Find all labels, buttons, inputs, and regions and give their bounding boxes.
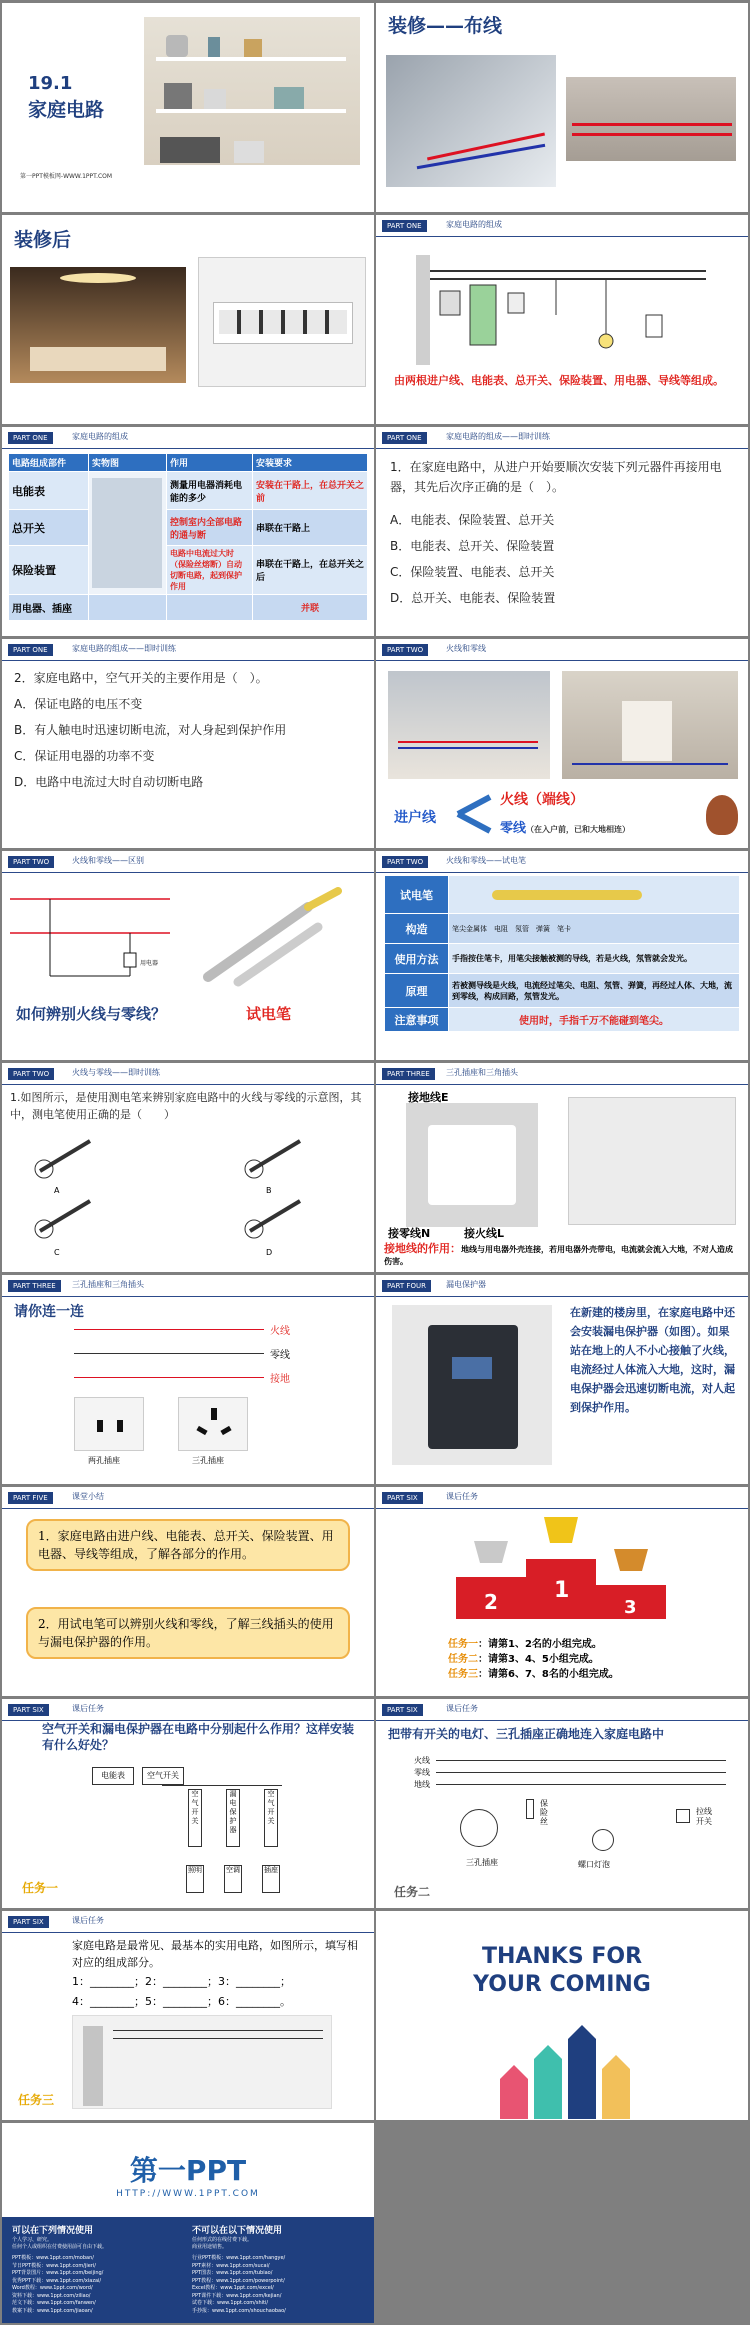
fire-line-label: 火线（端线） bbox=[500, 792, 584, 808]
part-label: PART THREE bbox=[8, 1280, 61, 1292]
part-label: PART FOUR bbox=[382, 1280, 431, 1292]
fuse-label: 保险丝 bbox=[540, 1799, 548, 1826]
protector-photo bbox=[392, 1305, 552, 1465]
row-role bbox=[167, 595, 253, 621]
kitchen-photo bbox=[144, 17, 360, 165]
link-item[interactable]: 节日PPT模板：www.1ppt.com/jieri/ bbox=[12, 2262, 96, 2269]
wire-label-zero: 零线 bbox=[270, 1350, 290, 1361]
zero-line-text: 零线 bbox=[500, 821, 527, 836]
section-label: 火线和零线——试电笔 bbox=[446, 856, 526, 865]
slide-leakage-protector[interactable] bbox=[376, 1275, 748, 1484]
slide-heading: 装修——布线 bbox=[388, 15, 503, 37]
part-label: PART TWO bbox=[382, 644, 428, 656]
task-item bbox=[448, 1652, 619, 1667]
wiring-photo-2 bbox=[566, 77, 736, 161]
section-label: 课后任务 bbox=[72, 1916, 104, 1925]
socket-photo bbox=[406, 1103, 538, 1227]
rank-3: 3 bbox=[624, 1597, 637, 1618]
link-item[interactable]: 资料下载：www.1ppt.com/ziliao/ bbox=[12, 2292, 91, 2299]
fig-d-label: D bbox=[266, 1248, 273, 1257]
link-item[interactable]: PPT模板：www.1ppt.com/moban/ bbox=[12, 2255, 94, 2261]
task-list bbox=[448, 1637, 619, 1682]
row-value: 笔尖金属体 电阻 氖管 弹簧 笔卡 bbox=[449, 914, 740, 944]
slide-task-one[interactable] bbox=[2, 1699, 374, 1908]
link-item[interactable]: PPT素材：www.1ppt.com/sucai/ bbox=[192, 2262, 270, 2269]
part-label: PART THREE bbox=[382, 1068, 435, 1080]
section-label: 家庭电路的组成——即时训练 bbox=[72, 644, 176, 653]
section-label: 三孔插座和三角插头 bbox=[446, 1068, 518, 1077]
fig-a-label: A bbox=[54, 1186, 60, 1195]
link-item[interactable]: PPT图表：www.1ppt.com/tubiao/ bbox=[192, 2270, 273, 2276]
section-label: 课堂小结 bbox=[72, 1492, 104, 1501]
slide-quiz-3[interactable] bbox=[2, 1063, 374, 1272]
part-label: PART SIX bbox=[382, 1492, 423, 1504]
task-key: 任务二 bbox=[448, 1654, 478, 1665]
component-photo bbox=[89, 472, 167, 595]
wire-label-fire: 火线 bbox=[270, 1326, 290, 1337]
row-value: 手指按住笔卡，用笔尖接触被测的导线，若是火线，氖管就会发光。 bbox=[449, 944, 740, 974]
zero-line-note: （在入户前，已和大地相连） bbox=[526, 825, 631, 834]
question-heading: 如何辨别火线与零线？ bbox=[16, 1005, 167, 1023]
summary-point-2: 2．用试电笔可以辨别火线和零线，了解三线插头的使用与漏电保护器的作用。 bbox=[26, 1607, 350, 1659]
section-label: 漏电保护器 bbox=[446, 1280, 486, 1289]
slide-component-table[interactable] bbox=[2, 427, 374, 636]
wire-zero: 零线 bbox=[414, 1768, 430, 1777]
thanks-text bbox=[376, 1943, 748, 1999]
living-room-photo bbox=[10, 267, 186, 383]
brand-url[interactable]: HTTP://WWW.1PPT.COM bbox=[116, 2189, 260, 2199]
component-table bbox=[8, 453, 368, 621]
arrows-graphic bbox=[494, 2019, 634, 2119]
row-req: 安装在干路上，在总开关之前 bbox=[253, 472, 368, 510]
row-name: 总开关 bbox=[9, 510, 89, 546]
branch-arrows bbox=[456, 789, 496, 839]
task-value: ：请第3、4、5小组完成。 bbox=[478, 1654, 599, 1665]
option-d[interactable]: D．电路中电流过大时自动切断电路 bbox=[14, 775, 204, 789]
links-left bbox=[12, 2255, 187, 2315]
link-item[interactable]: 行业PPT模板：www.1ppt.com/hangye/ bbox=[192, 2255, 286, 2261]
row-key: 注意事项 bbox=[385, 1008, 449, 1032]
brand-logo: 第一PPT bbox=[129, 2154, 247, 2187]
socket-symbol[interactable] bbox=[460, 1809, 498, 1847]
option-c[interactable]: C．保险装置、电能表、总开关 bbox=[390, 565, 555, 579]
part-label: PART SIX bbox=[8, 1916, 49, 1928]
task-key: 任务三 bbox=[448, 1669, 478, 1680]
can-use-heading: 可以在下列情况使用 bbox=[12, 2226, 94, 2236]
row-name: 用电器、插座 bbox=[9, 595, 89, 621]
slide-three-pin[interactable] bbox=[376, 1063, 748, 1272]
task-question: 空气开关和漏电保护器在电路中分别起什么作用？这样安装有什么好处？ bbox=[42, 1722, 355, 1752]
ground-label bbox=[408, 1089, 449, 1105]
zero-label: 接零线N bbox=[388, 1227, 431, 1240]
row-key: 试电笔 bbox=[385, 876, 449, 914]
pen-grip-figures bbox=[30, 1131, 350, 1261]
role-label: 接地线的作用： bbox=[384, 1242, 461, 1255]
cannot-item: 商业用途销售。 bbox=[192, 2244, 228, 2250]
option-a[interactable]: A．保证电路的电压不变 bbox=[14, 697, 143, 711]
branch-switch-1: 空气开关 bbox=[188, 1789, 202, 1847]
link-item[interactable]: Word教程：www.1ppt.com/word/ bbox=[12, 2285, 93, 2291]
blank-row-2[interactable]: 4：________；5：________；6：________。 bbox=[72, 1995, 291, 2008]
section-label: 课后任务 bbox=[72, 1704, 104, 1713]
th-photo: 实物图 bbox=[89, 454, 167, 472]
wiring-photo-1 bbox=[386, 55, 556, 187]
wire-label-ground: 接地 bbox=[270, 1374, 290, 1385]
room-photo-1 bbox=[388, 671, 550, 779]
can-item: 任何个人或组织在付费使用前可自由下载。 bbox=[12, 2244, 108, 2250]
row-name: 保险装置 bbox=[9, 546, 89, 595]
part-label: PART FIVE bbox=[8, 1492, 53, 1504]
footer-text: 第一PPT模板网-WWW.1PPT.COM bbox=[20, 173, 113, 180]
cannot-item: 任何形式的在线付费下载。 bbox=[192, 2237, 253, 2243]
switch-symbol[interactable] bbox=[676, 1809, 690, 1823]
circuit-figure bbox=[72, 2015, 332, 2109]
row-value: 若被测导线是火线，电流经过笔尖、电阻、氖管、弹簧，再经过人体、大地，流到零线，构成回路，氖管发光。 bbox=[449, 974, 740, 1008]
in-line-label: 进户线 bbox=[394, 810, 436, 826]
answer-heading: 试电笔 bbox=[246, 1005, 292, 1023]
wire-labels bbox=[414, 1755, 430, 1791]
fig-b-label: B bbox=[266, 1186, 272, 1195]
task-question: 把带有开关的电灯、三孔插座正确地连入家庭电路中 bbox=[388, 1727, 665, 1741]
link-item[interactable]: 手抄报：www.1ppt.com/shouchaobao/ bbox=[192, 2307, 286, 2314]
section-label: 三孔插座和三角插头 bbox=[72, 1280, 144, 1289]
slide-quiz-2[interactable] bbox=[2, 639, 374, 848]
two-pin-socket[interactable] bbox=[74, 1397, 144, 1451]
caption-highlight: 进户线、电能表、总开关、保险装置、用电器、导线等组成。 bbox=[427, 374, 724, 387]
option-b[interactable]: B．有人触电时迅速切断电流，对人身起到保护作用 bbox=[14, 723, 287, 737]
rcd-box: 漏电保护器 bbox=[226, 1789, 240, 1847]
line-diagram bbox=[10, 881, 180, 981]
section-label: 火线和零线 bbox=[446, 644, 486, 653]
task-key: 任务一 bbox=[448, 1639, 478, 1650]
section-label: 家庭电路的组成 bbox=[72, 432, 128, 441]
question-text: 2．家庭电路中，空气开关的主要作用是（ ）。 bbox=[14, 671, 268, 685]
thanks-line-2: YOUR COMING bbox=[473, 1972, 651, 1997]
load-socket: 插座 bbox=[262, 1865, 280, 1893]
test-pen-table bbox=[384, 875, 740, 1032]
slide-home-circuit[interactable] bbox=[376, 215, 748, 424]
section-label: 课后任务 bbox=[446, 1492, 478, 1501]
protector-text: 在新建的楼房里，在家庭电路中还会安装漏电保护器（如图）。如果站在地上的人不小心接触了火线，电流经过人体流入大地，这时，漏电保护器会迅速切断电流，对人起到保护作用。 bbox=[570, 1306, 735, 1414]
room-photo-2 bbox=[562, 671, 738, 779]
row-name: 电能表 bbox=[9, 472, 89, 510]
task-question: 家庭电路是最常见、最基本的实用电路，如图所示，填写相对应的组成部分。 bbox=[72, 1939, 358, 1969]
row-role: 测量用电器消耗电能的多少 bbox=[167, 472, 253, 510]
fig-c-label: C bbox=[54, 1248, 60, 1257]
question-text: 1.如图所示，是使用测电笔来辨别家庭电路中的火线与零线的示意图，其中，测电笔使用正确的是（ ） bbox=[10, 1091, 362, 1121]
wire-fire: 火线 bbox=[414, 1756, 430, 1765]
th-component: 电路组成部件 bbox=[9, 454, 89, 472]
lamp-symbol[interactable] bbox=[592, 1829, 614, 1851]
part-label: PART TWO bbox=[8, 1068, 54, 1080]
wire-ground: 地线 bbox=[414, 1780, 430, 1789]
main-switch-box: 空气开关 bbox=[142, 1767, 184, 1785]
slide-live-neutral[interactable] bbox=[376, 639, 748, 848]
cartoon-icon bbox=[706, 795, 738, 835]
task-value: ：请第1、2名的小组完成。 bbox=[478, 1639, 602, 1650]
load-ac: 空调 bbox=[224, 1865, 242, 1893]
chapter-title: 家庭电路 bbox=[28, 99, 105, 121]
part-label: PART TWO bbox=[8, 856, 54, 868]
row-role: 控制室内全部电路的通与断 bbox=[167, 510, 253, 546]
link-item[interactable]: PPT课件下载：www.1ppt.com/kejian/ bbox=[192, 2292, 282, 2299]
option-c[interactable]: C．保证用电器的功率不变 bbox=[14, 749, 155, 763]
task-tag: 任务一 bbox=[22, 1881, 59, 1895]
rank-1: 1 bbox=[554, 1578, 570, 1603]
link-item[interactable]: 试卷下载：www.1ppt.com/shiti/ bbox=[192, 2300, 269, 2306]
row-req: 并联 bbox=[253, 595, 368, 621]
row-req: 串联在干路上，在总开关之后 bbox=[253, 546, 368, 595]
pen-image bbox=[449, 876, 740, 914]
slide-thanks[interactable] bbox=[376, 1911, 748, 2120]
option-a[interactable]: A．电能表、保险装置、总开关 bbox=[390, 513, 555, 527]
task-item bbox=[448, 1637, 619, 1652]
fuse-symbol bbox=[526, 1799, 534, 1819]
slide-task-two[interactable] bbox=[376, 1699, 748, 1908]
part-label: PART ONE bbox=[8, 644, 53, 656]
slide-title[interactable] bbox=[2, 3, 374, 212]
blank-row-1[interactable]: 1：________；2：________；3：________； bbox=[72, 1975, 291, 1988]
plug-diagram bbox=[568, 1097, 736, 1225]
test-pen-icon bbox=[198, 887, 348, 987]
three-pin-socket[interactable] bbox=[178, 1397, 248, 1451]
task-item bbox=[448, 1667, 619, 1682]
part-label: PART ONE bbox=[382, 432, 427, 444]
part-label: PART TWO bbox=[382, 856, 428, 868]
slide-template-info[interactable] bbox=[2, 2123, 374, 2323]
ground-text: 接地线E bbox=[408, 1091, 449, 1104]
cannot-use-heading: 不可以在以下情况使用 bbox=[192, 2226, 283, 2236]
section-label: 家庭电路的组成 bbox=[446, 220, 502, 229]
circuit-diagram bbox=[416, 245, 706, 365]
podium-icon bbox=[446, 1511, 676, 1631]
option-d[interactable]: D．总开关、电能表、保险装置 bbox=[390, 591, 556, 605]
slide-heading: 装修后 bbox=[14, 229, 72, 251]
branch-switch-2: 空气开关 bbox=[264, 1789, 278, 1847]
part-label: PART ONE bbox=[8, 432, 53, 444]
row-value: 使用时，手指千万不能碰到笔尖。 bbox=[449, 1008, 740, 1032]
row-role: 电路中电流过大时（保险丝熔断）自动切断电路，起到保护作用 bbox=[167, 546, 253, 595]
lamp-label: 用电器 bbox=[140, 960, 159, 967]
fire-label: 接火线L bbox=[464, 1227, 505, 1240]
question-text: 1．在家庭电路中，从进户开始要顺次安装下列元器件再接用电器，其先后次序正确的是（ ）。 bbox=[390, 460, 722, 494]
link-item[interactable]: 教案下载：www.1ppt.com/jiaoan/ bbox=[12, 2307, 93, 2314]
meter-box: 电能表 bbox=[92, 1767, 134, 1785]
row-key: 构造 bbox=[385, 914, 449, 944]
row-key: 使用方法 bbox=[385, 944, 449, 974]
breaker-box-photo bbox=[198, 257, 366, 387]
slide-distinguish[interactable] bbox=[2, 851, 374, 1060]
socket-label: 三孔插座 bbox=[466, 1858, 498, 1867]
th-role: 作用 bbox=[167, 454, 253, 472]
task-tag: 任务三 bbox=[18, 2093, 55, 2107]
link-item[interactable]: 优秀PPT下载：www.1ppt.com/xiazai/ bbox=[12, 2277, 102, 2284]
switch-label: 拉线开关 bbox=[696, 1807, 712, 1826]
connect-title: 请你连一连 bbox=[14, 1304, 84, 1320]
zero-line-label bbox=[500, 817, 630, 836]
two-pin-label: 两孔插座 bbox=[88, 1456, 120, 1465]
section-label: 火线和零线——区别 bbox=[72, 856, 144, 865]
thanks-line-1: THANKS FOR bbox=[481, 1944, 643, 1969]
section-label: 课后任务 bbox=[446, 1704, 478, 1713]
link-item[interactable]: PPT教程：www.1ppt.com/powerpoint/ bbox=[192, 2277, 285, 2284]
part-label: PART SIX bbox=[8, 1704, 49, 1716]
task-value: ：请第6、7、8名的小组完成。 bbox=[478, 1669, 619, 1680]
row-req: 串联在干路上 bbox=[253, 510, 368, 546]
link-item[interactable]: 范文下载：www.1ppt.com/fanwen/ bbox=[12, 2300, 96, 2306]
link-item[interactable]: PPT背景图片：www.1ppt.com/beijing/ bbox=[12, 2270, 104, 2276]
part-label: PART SIX bbox=[382, 1704, 423, 1716]
slide-quiz-1[interactable] bbox=[376, 427, 748, 636]
row-key: 原理 bbox=[385, 974, 449, 1008]
part-label: PART ONE bbox=[382, 220, 427, 232]
section-label: 家庭电路的组成——即时训练 bbox=[446, 432, 550, 441]
can-item: 个人学习、研究。 bbox=[12, 2237, 53, 2243]
three-pin-label: 三孔插座 bbox=[192, 1456, 224, 1465]
th-install: 安装要求 bbox=[253, 454, 368, 472]
slide-connect[interactable] bbox=[2, 1275, 374, 1484]
task-tag: 任务二 bbox=[394, 1885, 431, 1899]
section-label: 火线与零线——即时训练 bbox=[72, 1068, 160, 1077]
slide-after-renovation[interactable] bbox=[2, 215, 374, 424]
slide-task-three[interactable] bbox=[2, 1911, 374, 2120]
lamp-label: 螺口灯泡 bbox=[578, 1860, 610, 1869]
slide-tasks[interactable] bbox=[376, 1487, 748, 1696]
links-right bbox=[192, 2255, 367, 2315]
rank-2: 2 bbox=[484, 1590, 498, 1614]
summary-point-1: 1．家庭电路由进户线、电能表、总开关、保险装置、用电器、导线等组成，了解各部分的作用。 bbox=[26, 1519, 350, 1571]
chapter-number: 19.1 bbox=[28, 73, 73, 94]
link-item[interactable]: Excel教程：www.1ppt.com/excel/ bbox=[192, 2285, 274, 2291]
caption-prefix: 由两根 bbox=[394, 374, 427, 387]
slide-summary[interactable] bbox=[2, 1487, 374, 1696]
slide-wiring[interactable] bbox=[376, 3, 748, 212]
slide-test-pen[interactable] bbox=[376, 851, 748, 1060]
load-lighting: 照明 bbox=[186, 1865, 204, 1893]
option-b[interactable]: B．电能表、总开关、保险装置 bbox=[390, 539, 555, 553]
role-text: 地线与用电器外壳连接，若用电器外壳带电，电流就会流入大地，不对人造成伤害。 bbox=[384, 1245, 733, 1266]
